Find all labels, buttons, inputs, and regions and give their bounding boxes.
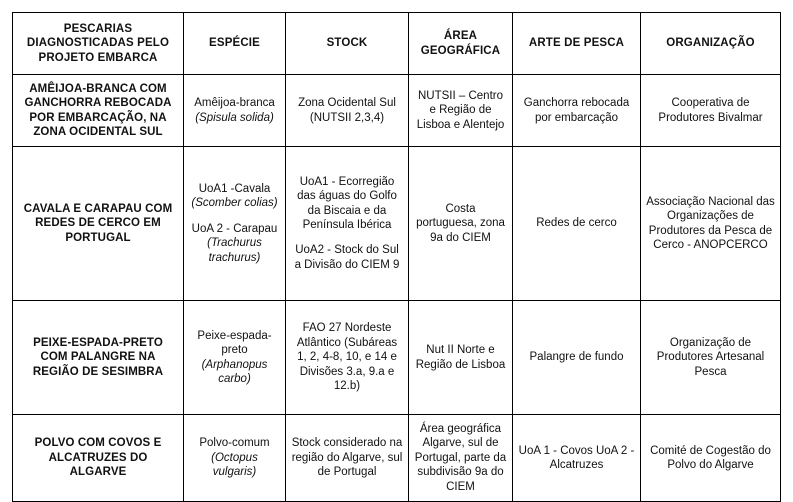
- cell-especie: [184, 301, 286, 415]
- cell-stock: [286, 75, 409, 147]
- cell-stock: [286, 415, 409, 502]
- stock-primary: Stock considerado na região do Algarve, sul de Portugal: [291, 437, 403, 479]
- especie-common-name: UoA1 -Cavala: [198, 182, 271, 195]
- column-header-organizacao: ORGANIZAÇÃO: [641, 13, 781, 75]
- especie-common-name-2: UoA 2 - Carapau: [191, 222, 278, 235]
- table-row: [13, 75, 781, 147]
- cell-fishery: POLVO COM COVOS E ALCATRUZES DO ALGARVE: [13, 415, 184, 502]
- cell-area-geografica: Nut II Norte e Região de Lisboa: [409, 301, 513, 415]
- header-row: [13, 13, 781, 75]
- cell-organizacao: Associação Nacional das Organizações de Produtores da Pesca de Cerco - ANOPCERCO: [641, 147, 781, 301]
- cell-area-geografica: Costa portuguesa, zona 9a do CIEM: [409, 147, 513, 301]
- stock-primary: FAO 27 Nordeste Atlântico (Subáreas 1, 2, 4-8, 10, e 14 e Divisões 3.a, 9.a e 12.b): [296, 322, 398, 393]
- table-row: [13, 147, 781, 301]
- especie-scientific-name: (Spisula solida): [195, 111, 274, 124]
- especie-common-name: Polvo-comum: [199, 437, 270, 450]
- spacer: [189, 211, 280, 222]
- column-header-pescarias: PESCARIAS DIAGNOSTICADAS PELO PROJETO EMBARCA: [13, 13, 184, 75]
- table-body: [13, 75, 781, 502]
- cell-arte-de-pesca: Palangre de fundo: [513, 301, 641, 415]
- fisheries-table: [12, 12, 781, 502]
- column-header-area-geografica: ÁREA GEOGRÁFICA: [409, 13, 513, 75]
- stock-secondary: UoA2 - Stock do Sul a Divisão do CIEM 9: [294, 244, 400, 271]
- cell-especie: [184, 147, 286, 301]
- especie-scientific-name: (Arphanopus carbo): [201, 358, 268, 385]
- especie-scientific-name: (Scomber colias): [191, 197, 278, 210]
- stock-primary: Zona Ocidental Sul (NUTSII 2,3,4): [298, 97, 396, 124]
- cell-arte-de-pesca: Ganchorra rebocada por embarcação: [513, 75, 641, 147]
- cell-arte-de-pesca: UoA 1 - Covos UoA 2 -Alcatruzes: [513, 415, 641, 502]
- table-row: [13, 301, 781, 415]
- cell-organizacao: Cooperativa de Produtores Bivalmar: [641, 75, 781, 147]
- cell-organizacao: Comité de Cogestão do Polvo do Algarve: [641, 415, 781, 502]
- cell-arte-de-pesca: Redes de cerco: [513, 147, 641, 301]
- cell-area-geografica: Área geográfica Algarve, sul de Portugal, parte da subdivisão 9a do CIEM: [409, 415, 513, 502]
- table-header: [13, 13, 781, 75]
- cell-area-geografica: NUTSII – Centro e Região de Lisboa e Alentejo: [409, 75, 513, 147]
- column-header-especie: ESPÉCIE: [184, 13, 286, 75]
- especie-common-name: Amêijoa-branca: [194, 97, 275, 110]
- column-header-arte-de-pesca: ARTE DE PESCA: [513, 13, 641, 75]
- table-row: [13, 415, 781, 502]
- especie-common-name: Peixe-espada-preto: [197, 329, 272, 357]
- cell-especie: [184, 75, 286, 147]
- spacer: [291, 232, 403, 243]
- cell-especie: [184, 415, 286, 502]
- cell-fishery: AMÊIJOA-BRANCA COM GANCHORRA REBOCADA POR EMBARCAÇÃO, NA ZONA OCIDENTAL SUL: [13, 75, 184, 147]
- cell-fishery: CAVALA E CARAPAU COM REDES DE CERCO EM PORTUGAL: [13, 147, 184, 301]
- cell-fishery: PEIXE-ESPADA-PRETO COM PALANGRE NA REGIÃO DE SESIMBRA: [13, 301, 184, 415]
- cell-organizacao: Organização de Produtores Artesanal Pesca: [641, 301, 781, 415]
- especie-scientific-name-2: (Trachurus trachurus): [207, 237, 262, 264]
- cell-stock: [286, 301, 409, 415]
- column-header-stock: STOCK: [286, 13, 409, 75]
- stock-primary: UoA1 - Ecorregião das águas do Golfo da Biscaia e da Península Ibérica: [297, 175, 397, 231]
- cell-stock: [286, 147, 409, 301]
- especie-scientific-name: (Octopus vulgaris): [211, 451, 258, 479]
